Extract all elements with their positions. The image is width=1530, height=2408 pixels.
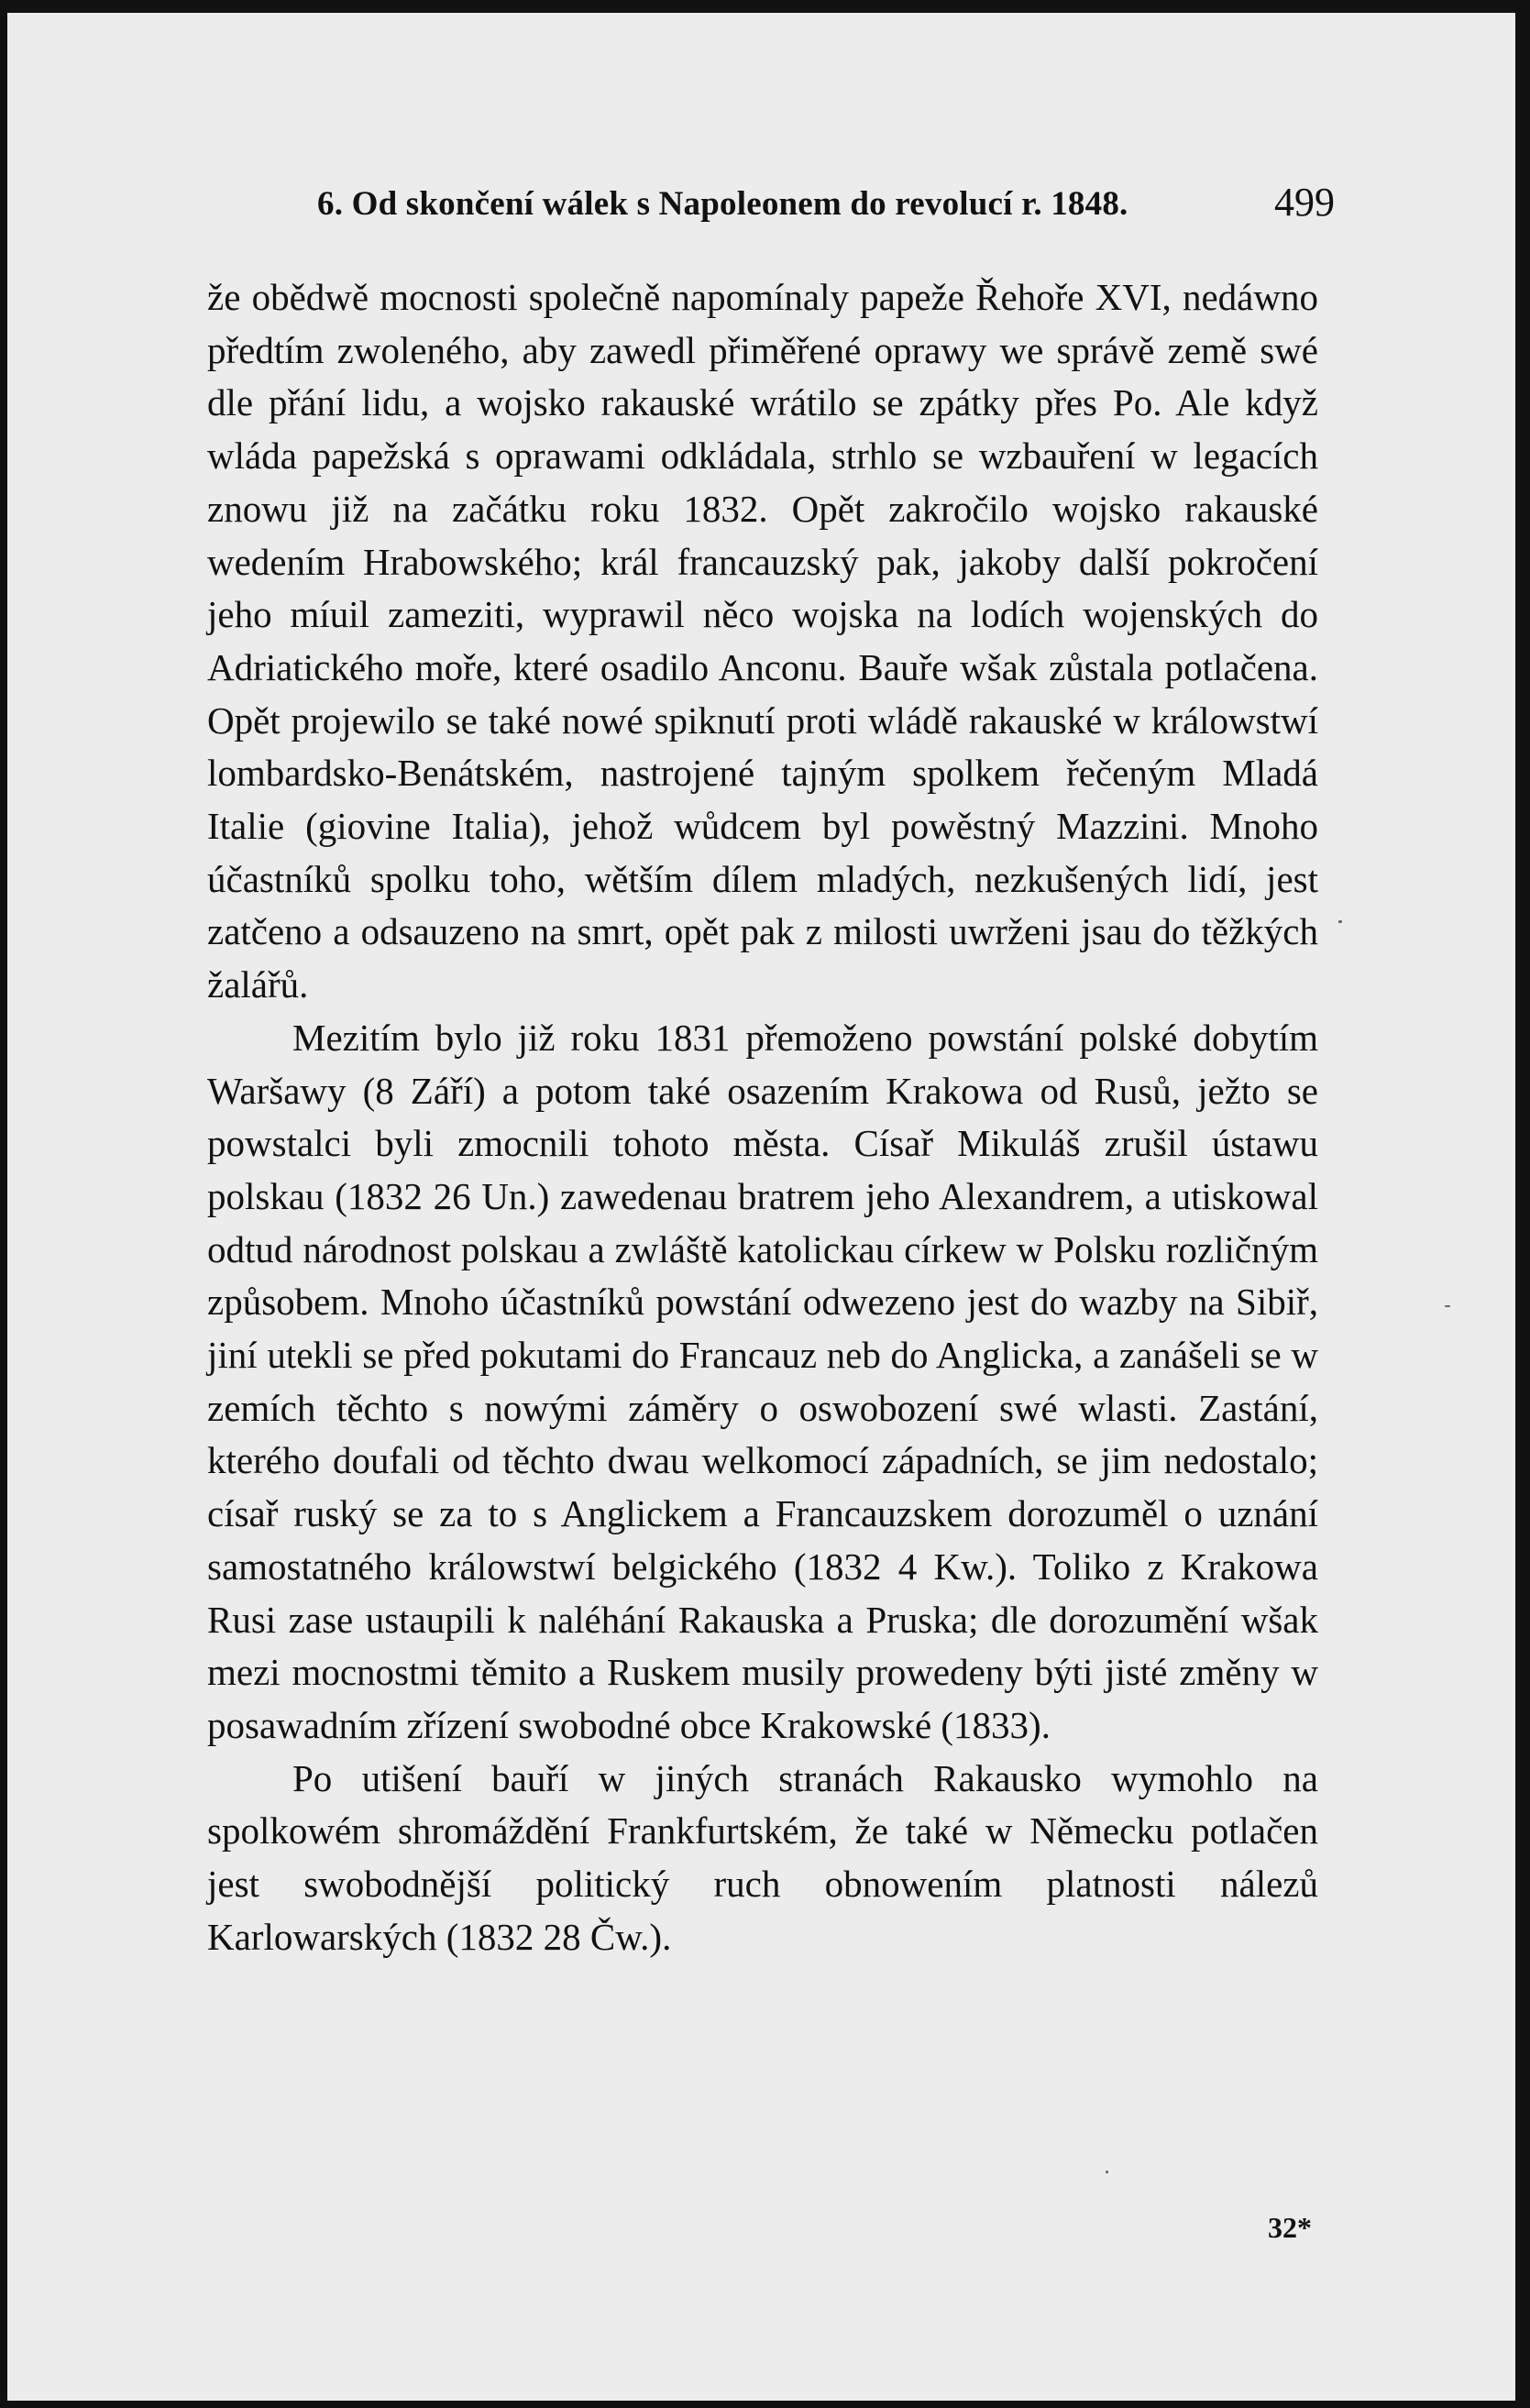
signature-mark: 32* — [1268, 2211, 1312, 2244]
running-head: 6. Od skončení wálek s Napoleonem do revolucí r. 1848. — [317, 185, 1128, 223]
paragraph-3: Po utišení bauří w jiných stranách Rakausko wymohlo na spolkowém shromáždění Frankfurtském, že také w Německu potlačen jest swobodnější politický ruch obnowením platnosti nálezů Karlowarských (1832 28 Čw.). — [207, 1756, 1318, 1958]
scan-speck — [1445, 1305, 1450, 1307]
scan-speck — [1338, 920, 1342, 923]
paragraph-2: Mezitím bylo již roku 1831 přemoženo powstání polské dobytím Waršawy (8 Září) a potom také osazením Krakowa od Rusů, ježto se powstalci byli zmocnili tohoto města. Císař Mikuláš zrušil ústawu polskau (1832 26 Un.) zawedenau bratrem jeho Alexandrem, a utiskowal odtud národnost polskau a zwláště katolickau církew w Polsku rozličným způsobem. Mnoho účastníků powstání odwezeno jest do wazby na Sibiř, jiní utekli se před pokutami do Francauz neb do Anglicka, a zanášeli se w zemích těchto s nowými záměry o oswobození swé wlasti. Zastání, kterého doufali od těchto dwau welkomocí západních, se jim nedostalo; císař ruský se za to s Anglickem a Francauzskem dorozuměl o uznání samostatného králowstwí belgického (1832 4 Kw.). Toliko z Krakowa Rusi zase ustaupili k naléhání Rakauska a Pruska; dle dorozumění wšak mezi mocnostmi těmito a Ruskem musily prowedeny býti jisté změny w posawadním zřízení swobodné obce Krakowské (1833). — [207, 1016, 1318, 1746]
book-page — [7, 13, 1515, 2401]
page-header — [317, 173, 1335, 228]
page-number: 499 — [1274, 180, 1335, 225]
paragraph-1: že obědwě mocnosti společně napomínaly papeže Řehoře XVI, nedáwno předtím zwoleného, aby zawedl přiměřené oprawy we správě země swé dle přání lidu, a wojsko rakauské wrátilo se zpátky přes Po. Ale když wláda papežská s oprawami odkládala, strhlo se wzbauření w legacích znowu již na začátku roku 1832. Opět zakročilo wojsko rakauské wedením Hrabowského; král francauzský pak, jakoby další pokročení jeho míuil zameziti, wyprawil něco wojska na lodích wojenských do Adriatického moře, které osadilo Anconu. Bauře wšak zůstala potlačena. Opět projewilo se také nowé spiknutí proti wládě rakauské w králowstwí lombardsko-Benátském, nastrojené tajným spolkem řečeným Mladá Italie (giovine Italia), jehož wůdcem byl powěstný Mazzini. Mnoho účastníků spolku toho, wětším dílem mladých, nezkušených lidí, jest zatčeno a odsauzeno na smrt, opět pak z milosti uwrženi jsau do těžkých žalářů. — [207, 276, 1318, 1006]
body-text — [207, 271, 1318, 1964]
scan-speck — [1106, 2171, 1108, 2173]
